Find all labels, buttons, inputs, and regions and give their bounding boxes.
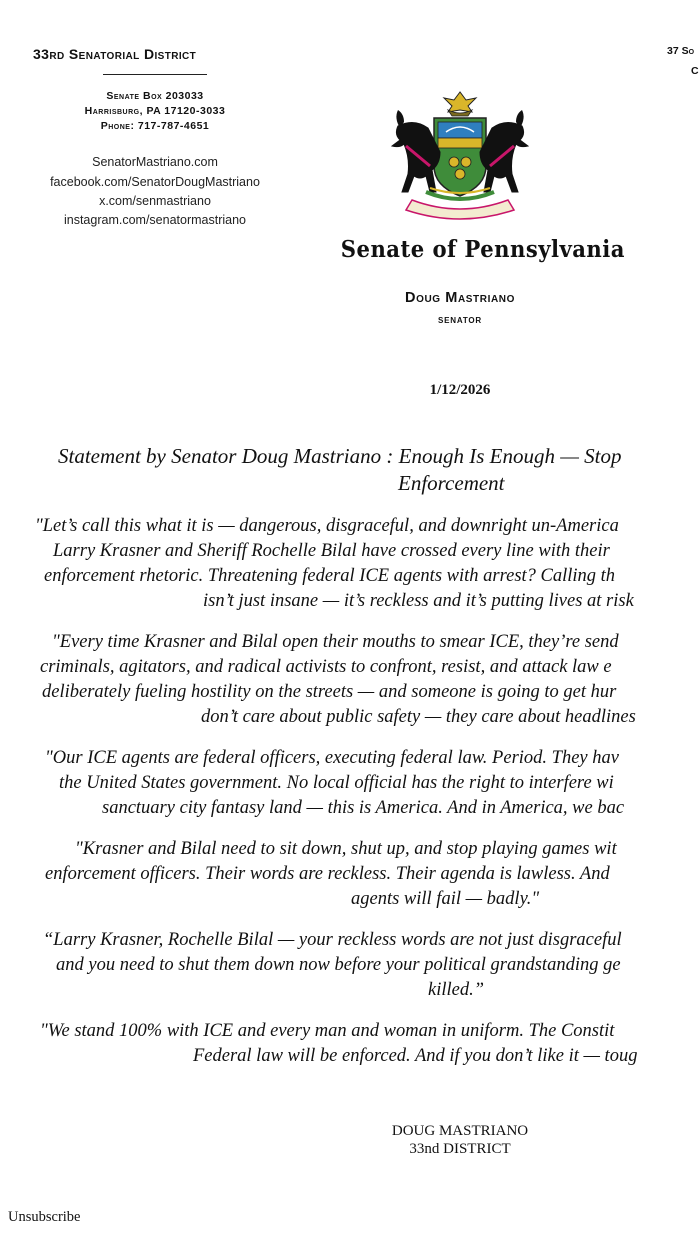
paragraph-5 [0,928,700,1003]
paragraph-line: enforcement rhetoric. Threatening federal ICE agents with arrest? Calling th [44,566,616,586]
headline-line-2: Enforcement [398,471,505,495]
paragraph-line: deliberately fueling hostility on the streets — and someone is going to get hur [42,682,617,702]
x-link[interactable]: x.com/senmastriano [99,194,211,208]
district-title: 33rd Senatorial District [33,46,197,62]
signature-name: DOUG MASTRIANO [391,1123,529,1139]
unsubscribe-link[interactable]: Unsubscribe [8,1209,81,1225]
paragraph-line: enforcement officers. Their words are reckless. Their agenda is lawless. And [45,864,610,884]
paragraph-line: “Larry Krasner, Rochelle Bilal — your reckless words are not just disgraceful [43,930,622,950]
pennsylvania-seal-icon [370,88,550,220]
address-line-1: Senate Box 203033 [106,90,204,102]
instagram-link[interactable]: instagram.com/senatormastriano [63,213,247,227]
paragraph-line: "Every time Krasner and Bilal open their mouths to smear ICE, they’re send [52,632,619,652]
paragraph-line: Larry Krasner and Sheriff Rochelle Bilal have crossed every line with their [53,541,610,561]
statement-date: 1/12/2026 [429,382,491,398]
paragraph-line: Federal law will be enforced. And if you don’t like it — toug [193,1046,638,1066]
paragraph-3 [0,746,700,821]
paragraph-line: criminals, agitators, and radical activists to confront, resist, and attack law e [40,657,612,677]
senate-name: Senate of Pennsylvania [340,236,625,263]
paragraph-line: don’t care about public safety — they care about headlines [201,707,636,727]
right-address-line-1: 37 So [667,45,695,57]
address-line-2: Harrisburg, PA 17120-3033 [84,105,226,117]
paragraph-line: "Our ICE agents are federal officers, executing federal law. Period. They hav [45,748,619,768]
paragraph-line: "Krasner and Bilal need to sit down, shut up, and stop playing games wit [75,839,617,859]
headline-line-1: Statement by Senator Doug Mastriano : Enough Is Enough — Stop [58,444,622,468]
paragraph-line: sanctuary city fantasy land — this is America. And in America, we bac [102,798,625,818]
senator-name: Doug Mastriano [405,290,515,306]
paragraph-line: "Let’s call this what it is — dangerous, disgraceful, and downright un-America [35,516,619,536]
website-link[interactable]: SenatorMastriano.com [92,155,218,169]
signature-district: 33nd DISTRICT [409,1141,511,1157]
senator-title: senator [438,314,482,326]
facebook-link[interactable]: facebook.com/SenatorDougMastriano [50,175,260,189]
paragraph-2 [0,630,700,730]
paragraph-line: and you need to shut them down now before your political grandstanding ge [56,955,621,975]
statement-headline [58,443,700,497]
paragraph-4 [0,837,700,912]
phone-number: Phone: 717-787-4651 [100,120,210,132]
paragraph-line: the United States government. No local official has the right to interfere wi [59,773,614,793]
paragraph-line: agents will fail — badly." [351,889,540,909]
right-address-line-2: C [691,65,699,77]
district-divider [103,74,207,75]
paragraph-line: isn’t just insane — it’s reckless and it’s putting lives at risk [203,591,634,611]
paragraph-1 [0,514,700,614]
paragraph-6 [0,1019,700,1069]
paragraph-line: killed.” [428,980,485,1000]
paragraph-line: "We stand 100% with ICE and every man and woman in uniform. The Constit [40,1021,615,1041]
